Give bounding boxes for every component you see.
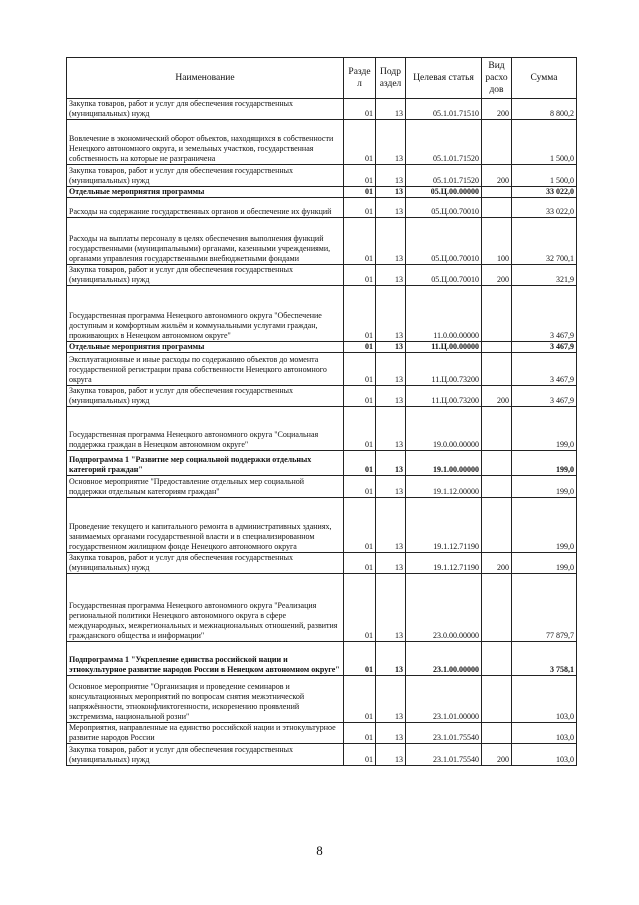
cell-podrazdel: 13 bbox=[376, 476, 406, 498]
table-row bbox=[67, 165, 577, 187]
cell-vid bbox=[482, 723, 512, 744]
cell-razdel: 01 bbox=[344, 498, 376, 553]
cell-sum: 8 800,2 bbox=[512, 99, 577, 120]
cell-razdel: 01 bbox=[344, 198, 376, 218]
cell-name: Закупка товаров, работ и услуг для обеспечения государственных (муниципальных) нужд bbox=[67, 99, 344, 120]
table-row bbox=[67, 218, 577, 265]
header-target: Целевая статья bbox=[406, 58, 482, 99]
cell-sum: 199,0 bbox=[512, 553, 577, 574]
cell-name: Подпрограмма 1 "Укрепление единства российской нации и этнокультурное развитие народов России в Ненецком автономном округе" bbox=[67, 642, 344, 676]
table-row bbox=[67, 676, 577, 723]
cell-target: 19.1.12.71190 bbox=[406, 553, 482, 574]
cell-name: Вовлечение в экономический оборот объектов, находящихся в собственности Ненецкого автономного округа, и земельных участков, государственная собственность на которые не разграничена bbox=[67, 120, 344, 165]
table-row bbox=[67, 498, 577, 553]
cell-razdel: 01 bbox=[344, 553, 376, 574]
cell-podrazdel: 13 bbox=[376, 498, 406, 553]
cell-target: 11.Ц.00.73200 bbox=[406, 386, 482, 407]
cell-name: Расходы на выплаты персоналу в целях обеспечения выполнения функций государственными (муниципальными) органами, казенными учреждениями, органами управления государственными внебюджетными фондами bbox=[67, 218, 344, 265]
cell-vid bbox=[482, 342, 512, 353]
table-row bbox=[67, 187, 577, 198]
cell-target: 23.1.01.75540 bbox=[406, 744, 482, 766]
cell-vid bbox=[482, 353, 512, 386]
cell-target: 11.0.00.00000 bbox=[406, 286, 482, 342]
cell-vid bbox=[482, 676, 512, 723]
cell-vid: 100 bbox=[482, 218, 512, 265]
cell-podrazdel: 13 bbox=[376, 198, 406, 218]
cell-vid bbox=[482, 187, 512, 198]
cell-sum: 1 500,0 bbox=[512, 165, 577, 187]
cell-name: Государственная программа Ненецкого автономного округа "Реализация региональной политики Ненецкого автономного округа в сфере международных, межрегиональных и межнациональных отношений, развития гражданского общества и информации" bbox=[67, 574, 344, 642]
cell-razdel: 01 bbox=[344, 386, 376, 407]
cell-sum: 199,0 bbox=[512, 498, 577, 553]
cell-razdel: 01 bbox=[344, 99, 376, 120]
cell-razdel: 01 bbox=[344, 723, 376, 744]
cell-podrazdel: 13 bbox=[376, 744, 406, 766]
cell-podrazdel: 13 bbox=[376, 187, 406, 198]
cell-vid: 200 bbox=[482, 265, 512, 286]
cell-vid bbox=[482, 574, 512, 642]
cell-vid: 200 bbox=[482, 165, 512, 187]
cell-vid: 200 bbox=[482, 744, 512, 766]
cell-target: 23.1.00.00000 bbox=[406, 642, 482, 676]
cell-podrazdel: 13 bbox=[376, 723, 406, 744]
cell-razdel: 01 bbox=[344, 187, 376, 198]
table-row bbox=[67, 744, 577, 766]
cell-target: 05.Ц.00.70010 bbox=[406, 198, 482, 218]
table-row bbox=[67, 723, 577, 744]
cell-podrazdel: 13 bbox=[376, 218, 406, 265]
cell-target: 05.Ц.00.70010 bbox=[406, 218, 482, 265]
cell-sum: 32 700,1 bbox=[512, 218, 577, 265]
cell-target: 05.1.01.71520 bbox=[406, 165, 482, 187]
table-row bbox=[67, 353, 577, 386]
cell-razdel: 01 bbox=[344, 218, 376, 265]
cell-name: Закупка товаров, работ и услуг для обеспечения государственных (муниципальных) нужд bbox=[67, 386, 344, 407]
header-podrazdel: Подр аздел bbox=[376, 58, 406, 99]
cell-podrazdel: 13 bbox=[376, 353, 406, 386]
header-razdel: Разде л bbox=[344, 58, 376, 99]
cell-podrazdel: 13 bbox=[376, 386, 406, 407]
cell-vid bbox=[482, 120, 512, 165]
cell-sum: 3 467,9 bbox=[512, 386, 577, 407]
cell-target: 19.0.00.00000 bbox=[406, 407, 482, 451]
cell-vid: 200 bbox=[482, 386, 512, 407]
cell-name: Закупка товаров, работ и услуг для обеспечения государственных (муниципальных) нужд bbox=[67, 553, 344, 574]
table-row bbox=[67, 407, 577, 451]
cell-sum: 321,9 bbox=[512, 265, 577, 286]
table-row bbox=[67, 99, 577, 120]
table-row bbox=[67, 476, 577, 498]
cell-podrazdel: 13 bbox=[376, 451, 406, 476]
cell-podrazdel: 13 bbox=[376, 342, 406, 353]
cell-target: 05.1.01.71520 bbox=[406, 120, 482, 165]
cell-podrazdel: 13 bbox=[376, 676, 406, 723]
cell-podrazdel: 13 bbox=[376, 574, 406, 642]
cell-razdel: 01 bbox=[344, 642, 376, 676]
cell-razdel: 01 bbox=[344, 574, 376, 642]
table-row bbox=[67, 342, 577, 353]
cell-podrazdel: 13 bbox=[376, 165, 406, 187]
cell-sum: 199,0 bbox=[512, 451, 577, 476]
cell-podrazdel: 13 bbox=[376, 407, 406, 451]
cell-razdel: 01 bbox=[344, 342, 376, 353]
table-row bbox=[67, 286, 577, 342]
cell-name: Расходы на содержание государственных органов и обеспечение их функций bbox=[67, 198, 344, 218]
cell-name: Основное мероприятие "Предоставление отдельных мер социальной поддержки отдельным категориям граждан" bbox=[67, 476, 344, 498]
cell-name: Государственная программа Ненецкого автономного округа "Социальная поддержка граждан в Ненецком автономном округе" bbox=[67, 407, 344, 451]
cell-sum: 33 022,0 bbox=[512, 198, 577, 218]
budget-table bbox=[66, 57, 577, 766]
table-row bbox=[67, 451, 577, 476]
table-row bbox=[67, 265, 577, 286]
cell-target: 05.Ц.00.70010 bbox=[406, 265, 482, 286]
header-sum: Сумма bbox=[512, 58, 577, 99]
cell-vid bbox=[482, 286, 512, 342]
cell-name: Мероприятия, направленные на единство российской нации и этнокультурное развитие народов России bbox=[67, 723, 344, 744]
cell-vid: 200 bbox=[482, 553, 512, 574]
page-number: 8 bbox=[316, 843, 323, 858]
cell-target: 05.Ц.00.00000 bbox=[406, 187, 482, 198]
cell-target: 23.1.01.75540 bbox=[406, 723, 482, 744]
table-header-row bbox=[67, 58, 577, 99]
cell-vid: 200 bbox=[482, 99, 512, 120]
cell-vid bbox=[482, 198, 512, 218]
cell-razdel: 01 bbox=[344, 165, 376, 187]
cell-name: Закупка товаров, работ и услуг для обеспечения государственных (муниципальных) нужд bbox=[67, 165, 344, 187]
cell-name: Закупка товаров, работ и услуг для обеспечения государственных (муниципальных) нужд bbox=[67, 265, 344, 286]
cell-name: Закупка товаров, работ и услуг для обеспечения государственных (муниципальных) нужд bbox=[67, 744, 344, 766]
cell-name: Основное мероприятие "Организация и проведение семинаров и консультационных мероприятий по вопросам снятия межэтнической напряжённости, этноконфликтогенности, искоренению проявлений экстремизма, национальной розни" bbox=[67, 676, 344, 723]
cell-name: Подпрограмма 1 "Развитие мер социальной поддержки отдельных категорий граждан" bbox=[67, 451, 344, 476]
cell-podrazdel: 13 bbox=[376, 642, 406, 676]
table-body bbox=[67, 99, 577, 766]
header-vid: Вид расхо дов bbox=[482, 58, 512, 99]
cell-sum: 103,0 bbox=[512, 744, 577, 766]
header-name: Наименование bbox=[67, 58, 344, 99]
cell-razdel: 01 bbox=[344, 265, 376, 286]
table-row bbox=[67, 642, 577, 676]
cell-name: Отдельные мероприятия программы bbox=[67, 187, 344, 198]
table-row bbox=[67, 386, 577, 407]
cell-razdel: 01 bbox=[344, 286, 376, 342]
cell-podrazdel: 13 bbox=[376, 99, 406, 120]
table-row bbox=[67, 198, 577, 218]
cell-podrazdel: 13 bbox=[376, 286, 406, 342]
cell-name: Государственная программа Ненецкого автономного округа "Обеспечение доступным и комфортным жильём и коммунальными услугами граждан, проживающих в Ненецком автономном округе" bbox=[67, 286, 344, 342]
cell-name: Проведение текущего и капитального ремонта в административных зданиях, занимаемых органами государственной власти и в специализированном государственном жилищном фонде Ненецкого автономного округа bbox=[67, 498, 344, 553]
cell-sum: 3 467,9 bbox=[512, 342, 577, 353]
cell-target: 23.1.01.00000 bbox=[406, 676, 482, 723]
cell-target: 11.Ц.00.00000 bbox=[406, 342, 482, 353]
cell-razdel: 01 bbox=[344, 407, 376, 451]
cell-name: Эксплуатационные и иные расходы по содержанию объектов до момента государственной регистрации права собственности Ненецкого автономного округа bbox=[67, 353, 344, 386]
table-row bbox=[67, 120, 577, 165]
cell-target: 19.1.12.71190 bbox=[406, 498, 482, 553]
cell-razdel: 01 bbox=[344, 451, 376, 476]
cell-sum: 199,0 bbox=[512, 476, 577, 498]
cell-razdel: 01 bbox=[344, 120, 376, 165]
cell-podrazdel: 13 bbox=[376, 265, 406, 286]
cell-sum: 199,0 bbox=[512, 407, 577, 451]
cell-vid bbox=[482, 451, 512, 476]
cell-sum: 103,0 bbox=[512, 676, 577, 723]
cell-sum: 77 879,7 bbox=[512, 574, 577, 642]
table-row bbox=[67, 574, 577, 642]
cell-sum: 3 467,9 bbox=[512, 286, 577, 342]
cell-sum: 33 022,0 bbox=[512, 187, 577, 198]
cell-razdel: 01 bbox=[344, 476, 376, 498]
cell-target: 19.1.12.00000 bbox=[406, 476, 482, 498]
cell-sum: 3 758,1 bbox=[512, 642, 577, 676]
cell-vid bbox=[482, 498, 512, 553]
cell-sum: 103,0 bbox=[512, 723, 577, 744]
cell-razdel: 01 bbox=[344, 353, 376, 386]
cell-podrazdel: 13 bbox=[376, 553, 406, 574]
cell-vid bbox=[482, 407, 512, 451]
cell-target: 23.0.00.00000 bbox=[406, 574, 482, 642]
cell-vid bbox=[482, 642, 512, 676]
table-row bbox=[67, 553, 577, 574]
cell-target: 05.1.01.71510 bbox=[406, 99, 482, 120]
cell-target: 11.Ц.00.73200 bbox=[406, 353, 482, 386]
cell-razdel: 01 bbox=[344, 744, 376, 766]
cell-sum: 3 467,9 bbox=[512, 353, 577, 386]
cell-vid bbox=[482, 476, 512, 498]
cell-sum: 1 500,0 bbox=[512, 120, 577, 165]
cell-podrazdel: 13 bbox=[376, 120, 406, 165]
cell-target: 19.1.00.00000 bbox=[406, 451, 482, 476]
cell-name: Отдельные мероприятия программы bbox=[67, 342, 344, 353]
cell-razdel: 01 bbox=[344, 676, 376, 723]
